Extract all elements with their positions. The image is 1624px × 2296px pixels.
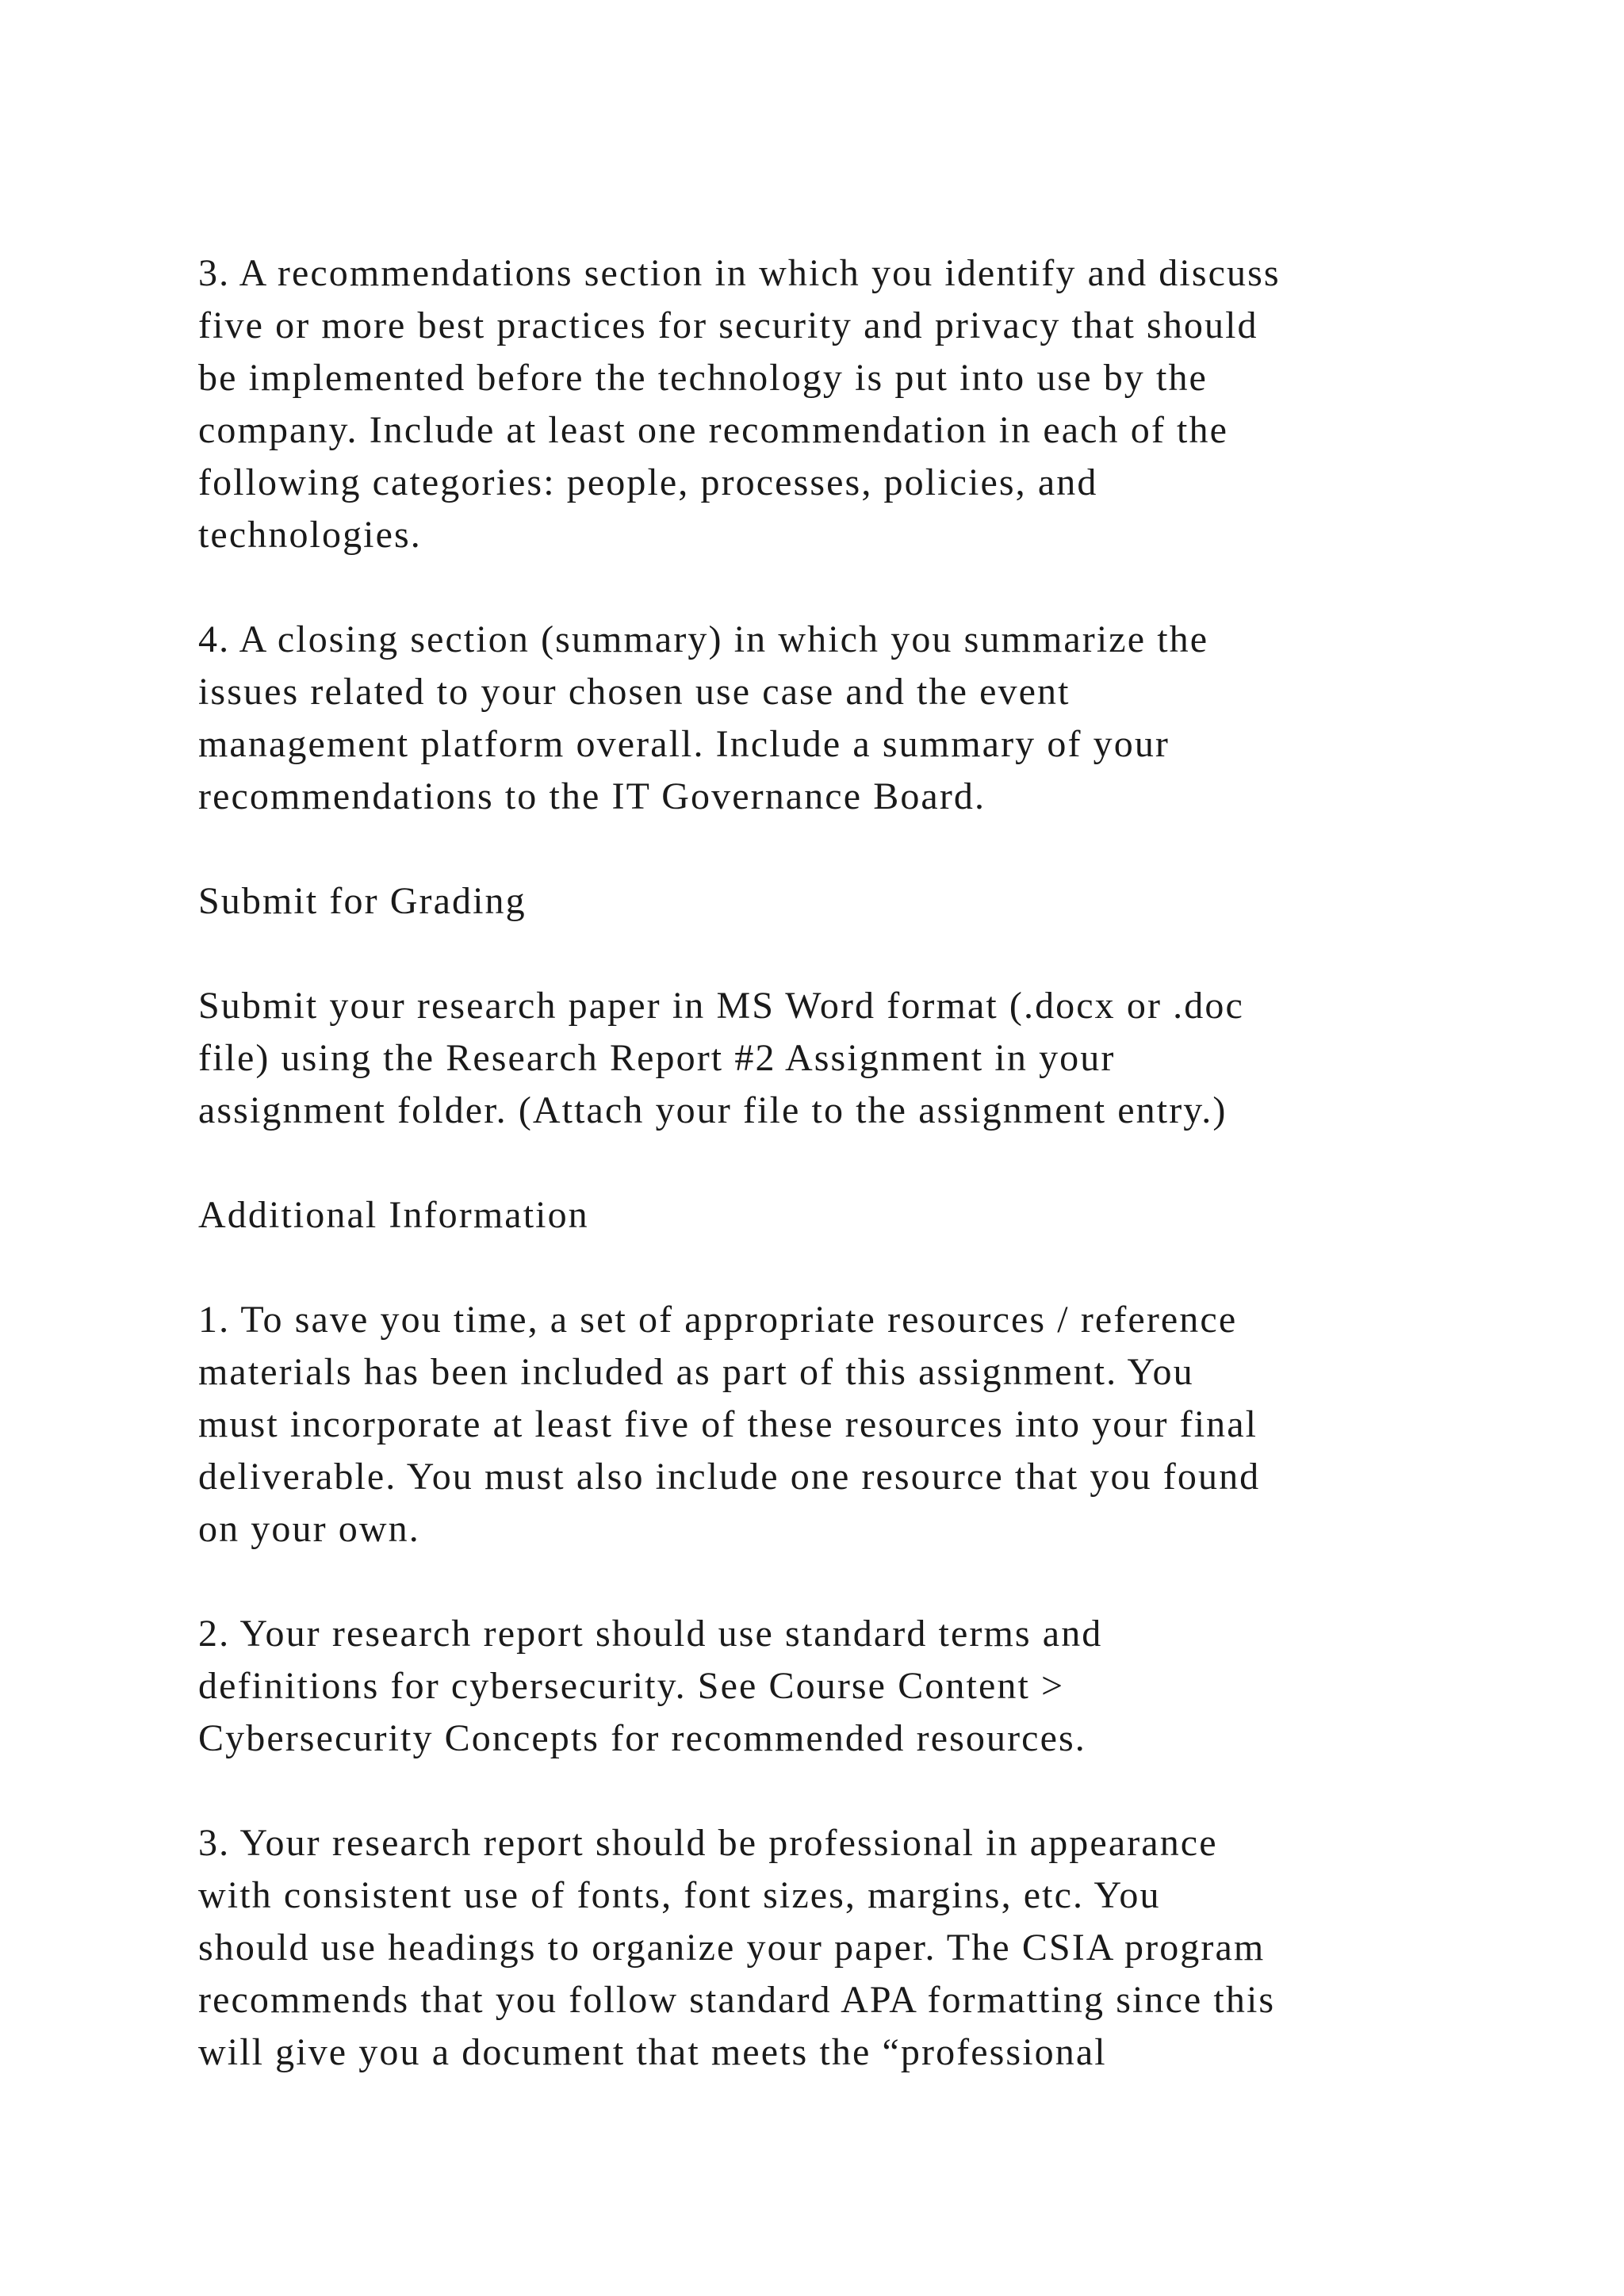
text-line: following categories: people, processes, policies, and xyxy=(198,461,1098,503)
text-line: will give you a document that meets the “professional xyxy=(198,2031,1107,2073)
heading-text: Submit for Grading xyxy=(198,880,527,922)
text-line: definitions for cybersecurity. See Course Content > xyxy=(198,1665,1065,1707)
text-line: must incorporate at least five of these resources into your final xyxy=(198,1403,1258,1445)
text-line: deliverable. You must also include one resource that you found xyxy=(198,1456,1261,1498)
text-line: 2. Your research report should use standard terms and xyxy=(198,1613,1103,1655)
submit-instructions-paragraph xyxy=(198,980,1483,1137)
text-line: recommendations to the IT Governance Board. xyxy=(198,775,986,817)
text-line: file) using the Research Report #2 Assignment in your xyxy=(198,1037,1116,1079)
formatting-paragraph xyxy=(198,1817,1483,2079)
text-line: 4. A closing section (summary) in which you summarize the xyxy=(198,618,1209,660)
document-body xyxy=(198,247,1483,2131)
heading-text: Additional Information xyxy=(198,1194,589,1236)
text-line: assignment folder. (Attach your file to the assignment entry.) xyxy=(198,1089,1228,1131)
text-line: issues related to your chosen use case and the event xyxy=(198,671,1071,713)
text-line: 3. A recommendations section in which you identify and discuss xyxy=(198,252,1281,294)
text-line: 3. Your research report should be professional in appearance xyxy=(198,1822,1218,1864)
text-line: Cybersecurity Concepts for recommended resources. xyxy=(198,1717,1086,1759)
text-line: Submit your research paper in MS Word format (.docx or .doc xyxy=(198,985,1244,1027)
submit-heading xyxy=(198,875,1483,928)
recommendations-paragraph xyxy=(198,247,1483,561)
closing-paragraph xyxy=(198,614,1483,823)
additional-information-heading xyxy=(198,1189,1483,1242)
text-line: be implemented before the technology is put into use by the xyxy=(198,357,1208,399)
text-line: materials has been included as part of this assignment. You xyxy=(198,1351,1194,1393)
text-line: 1. To save you time, a set of appropriate resources / reference xyxy=(198,1299,1238,1341)
text-line: management platform overall. Include a summary of your xyxy=(198,723,1170,765)
text-line: recommends that you follow standard APA formatting since this xyxy=(198,1979,1276,2021)
text-line: on your own. xyxy=(198,1508,420,1550)
resources-paragraph xyxy=(198,1294,1483,1556)
text-line: with consistent use of fonts, font sizes, margins, etc. You xyxy=(198,1874,1161,1916)
text-line: company. Include at least one recommendation in each of the xyxy=(198,409,1228,451)
text-line: should use headings to organize your paper. The CSIA program xyxy=(198,1927,1266,1969)
terms-paragraph xyxy=(198,1608,1483,1765)
text-line: five or more best practices for security and privacy that should xyxy=(198,304,1258,346)
text-line: technologies. xyxy=(198,514,422,556)
